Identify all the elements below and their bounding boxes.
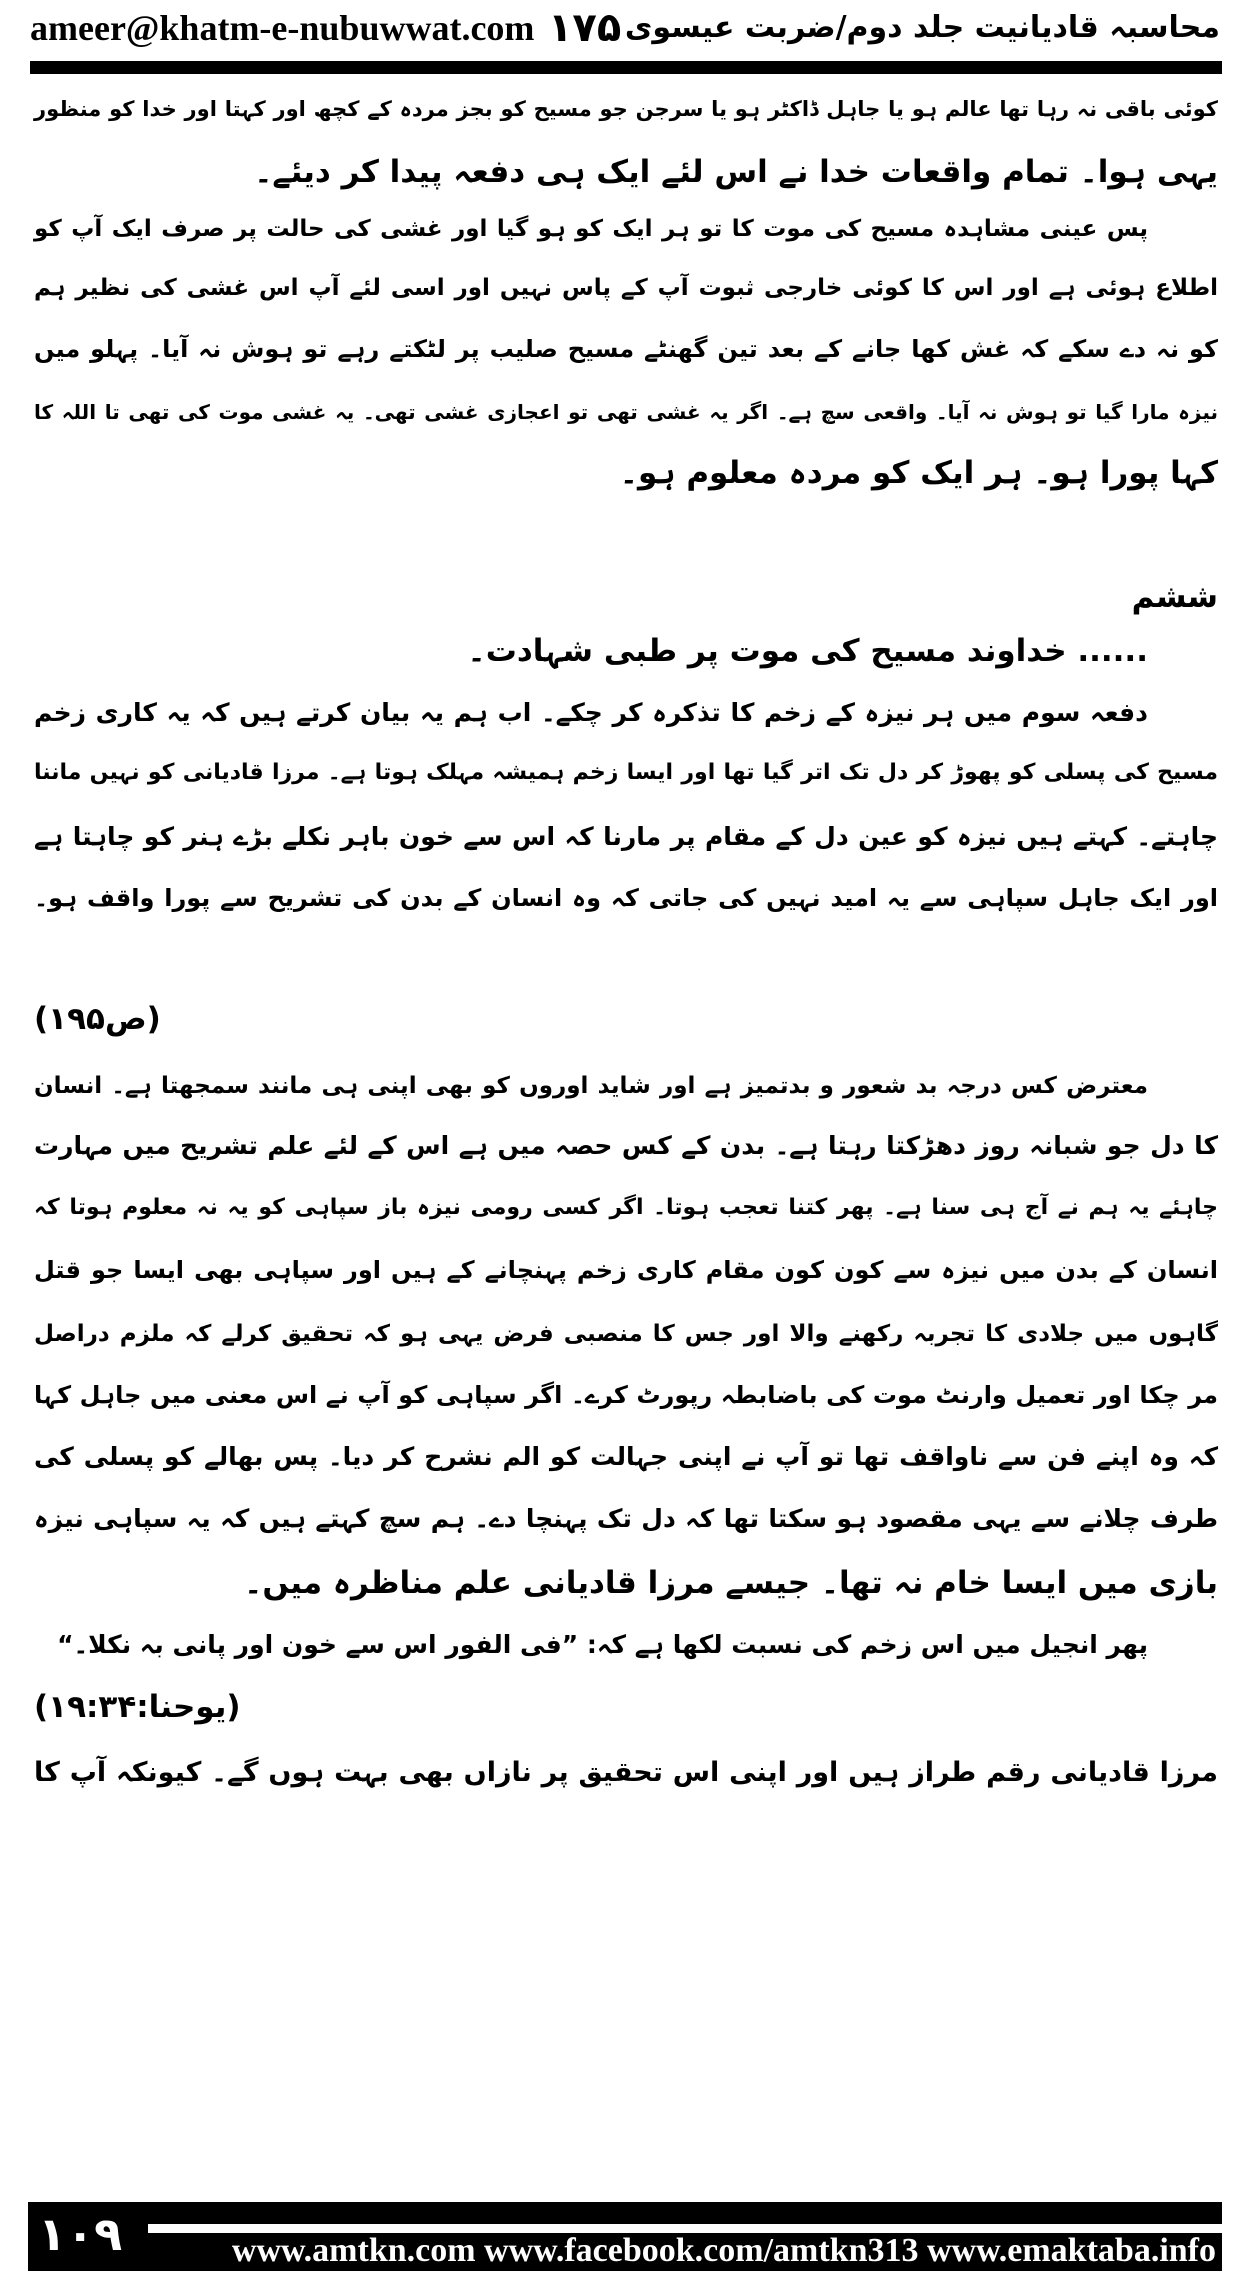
text-line: انسان کے بدن میں نیزہ سے کون کون مقام کاری زخم پہنچانے کے ہیں اور سپاہی بھی ایسا جو قتل: [34, 1256, 1218, 1284]
text-line: کہ وہ اپنے فن سے ناواقف تھا تو آپ نے اپنی جہالت کو الم نشرح کر دیا۔ پس بھالے کو پسلی کی: [34, 1442, 1218, 1471]
page-reference: [34, 988, 1218, 1050]
text-line: گاہوں میں جلادی کا تجربہ رکھنے والا اور جس کا منصبی فرض یہی ہو کہ تحقیق کرلے کہ ملزم دراصل: [34, 1321, 1218, 1347]
text-line: مسیح کی پسلی کو پھوڑ کر دل تک اتر گیا تھا اور ایسا زخم ہمیشہ مہلک ہوتا ہے۔ مرزا قادیانی کو نہیں ماننا: [34, 760, 1218, 785]
footer-page-number: ۱۰۹: [38, 2207, 123, 2261]
footer-links: www.amtkn.com www.facebook.com/amtkn313 www.emaktaba.info: [231, 2232, 1216, 2269]
text-line: چاہتے۔ کہتے ہیں نیزہ کو عین دل کے مقام پر مارنا کہ اس سے خون باہر نکلے بڑے ہنر کو چاہتا ہے: [34, 822, 1218, 851]
section-heading: ...... خداوند مسیح کی موت پر طبی شہادت۔: [467, 633, 1148, 669]
footer-bar: [28, 2202, 1222, 2271]
text-line: کو نہ دے سکے کہ غش کھا جانے کے بعد تین گھنٹے مسیح صلیب پر لٹکتے رہے تو ہوش نہ آیا۔ پہلو میں: [34, 335, 1218, 363]
text-line: اور ایک جاہل سپاہی سے یہ امید نہیں کی جاتی کہ وہ انسان کے بدن کی تشریح سے پورا واقف ہو۔: [34, 884, 1218, 912]
text-line: کہا پورا ہو۔ ہر ایک کو مردہ معلوم ہو۔: [619, 455, 1218, 491]
text-line: دفعہ سوم میں ہر نیزہ کے زخم کا تذکرہ کر چکے۔ اب ہم یہ بیان کرتے ہیں کہ یہ کاری زخم: [34, 698, 1148, 727]
text-line: کا دل جو شبانہ روز دھڑکتا رہتا ہے۔ بدن کے کس حصہ میں ہے اس کے لئے علم تشریح میں مہارت: [34, 1131, 1218, 1160]
header-email: ameer@khatm-e-nubuwwat.com: [30, 8, 535, 48]
quote-line: پھر انجیل میں اس زخم کی نسبت لکھا ہے کہ: ”فی الفور اس سے خون اور پانی بہ نکلا۔“: [57, 1630, 1148, 1659]
text-line: مرزا قادیانی رقم طراز ہیں اور اپنی اس تحقیق پر نازاں بھی بہت ہوں گے۔ کیونکہ آپ کا: [34, 1757, 1218, 1788]
text-line: اطلاع ہوئی ہے اور اس کا کوئی خارجی ثبوت آپ کے پاس نہیں اور اسی لئے آپ اس غشی کی نظیر ہم: [34, 275, 1218, 301]
text-line: بازی میں ایسا خام نہ تھا۔ جیسے مرزا قادیانی علم مناظرہ میں۔: [244, 1565, 1218, 1601]
text-line: مر چکا اور تعمیل وارنٹ موت کی باضابطہ رپورٹ کرے۔ اگر سپاہی کو آپ نے اس معنی میں جاہل کہا: [34, 1381, 1218, 1409]
text-line: کوئی باقی نہ رہا تھا عالم ہو یا جاہل ڈاکٹر ہو یا سرجن جو مسیح کو بجز مردہ کے کچھ اور کہتا اور خدا کو منظور: [34, 97, 1218, 121]
header-page-number: ۱۷۵: [548, 5, 622, 51]
section-label: ششم: [1131, 579, 1218, 615]
text-line: طرف چلانے سے یہی مقصود ہو سکتا تھا کہ دل تک پہنچا دے۔ ہم سچ کہتے ہیں کہ یہ سپاہی نیزہ: [34, 1504, 1218, 1533]
text-line: نیزہ مارا گیا تو ہوش نہ آیا۔ واقعی سچ ہے۔ اگر یہ غشی تھی تو اعجازی غشی تھی۔ یہ غشی موت کی تھی تا اللہ کا: [34, 400, 1218, 424]
text-line: پس عینی مشاہدہ مسیح کی موت کا تو ہر ایک کو ہو گیا اور غشی کی حالت پر صرف ایک آپ کو: [34, 216, 1148, 242]
bible-reference-text: (یوحنا:۱۹:۳۴): [34, 1689, 241, 1725]
text-line: یہی ہوا۔ تمام واقعات خدا نے اس لئے ایک ہی دفعہ پیدا کر دیئے۔: [254, 154, 1218, 190]
text-line: معترض کس درجہ بد شعور و بدتمیز ہے اور شاید اوروں کو بھی اپنی ہی مانند سمجھتا ہے۔ انسان: [34, 1073, 1148, 1099]
text-line: چاہئے یہ ہم نے آج ہی سنا ہے۔ پھر کتنا تعجب ہوتا۔ اگر کسی رومی نیزہ باز سپاہی کو یہ نہ معلوم ہوتا کہ: [34, 1195, 1218, 1220]
header-divider: [30, 61, 1222, 74]
bible-reference: [34, 1676, 1218, 1738]
header-book-title: محاسبہ قادیانیت جلد دوم/ضربت عیسوی: [624, 10, 1220, 45]
page-reference-text: (ص۱۹۵): [34, 1001, 161, 1037]
